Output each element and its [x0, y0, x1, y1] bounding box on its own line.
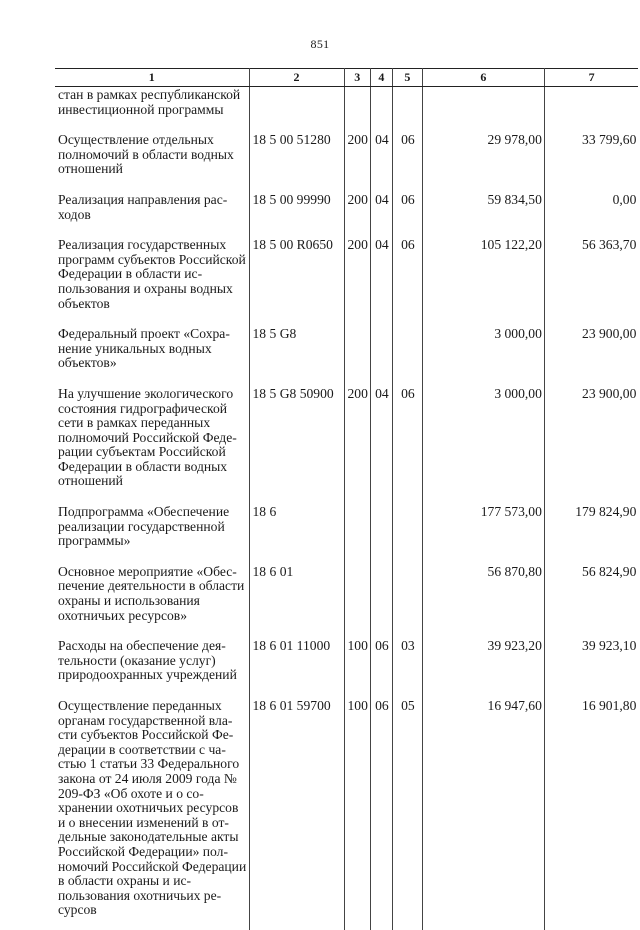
row-col5: 06	[392, 371, 422, 489]
row-value-col7: 0,00	[544, 177, 638, 222]
spacer-cell	[422, 918, 544, 930]
row-value-col6: 3 000,00	[422, 371, 544, 489]
row-value-col6: 39 923,20	[422, 623, 544, 683]
row-col5: 03	[392, 623, 422, 683]
row-value-col6: 177 573,00	[422, 489, 544, 549]
row-col3	[344, 311, 370, 371]
row-col4: 04	[370, 371, 392, 489]
row-value-col6: 105 122,20	[422, 222, 544, 311]
row-col3	[344, 489, 370, 549]
row-value-col7: 56 363,70	[544, 222, 638, 311]
row-value-col6: 29 978,00	[422, 117, 544, 177]
row-col5: 06	[392, 117, 422, 177]
row-col5: 06	[392, 222, 422, 311]
row-code: 18 6 01	[249, 549, 344, 623]
header-cell: 4	[370, 69, 392, 87]
header-cell: 5	[392, 69, 422, 87]
table-row	[55, 489, 638, 549]
header-cell: 7	[544, 69, 638, 87]
row-col3: 100	[344, 683, 370, 918]
budget-table	[55, 68, 638, 930]
row-value-col6: 3 000,00	[422, 311, 544, 371]
spacer-cell	[370, 918, 392, 930]
row-col4: 06	[370, 683, 392, 918]
row-name: Осуществление переданных органам государственной власти субъектов Российской Федерации в соответствии с частью 1 статьи 33 Федерального закона от 24 июля 2009 года № 209-ФЗ «Об охоте и о сохранении охотничьих ресурсов и о внесении изменений в отдельные законодательные акты Российской Федерации» полномочий Российской Федерации в области охраны и использования охотничьих ресурсов	[55, 683, 249, 918]
header-row	[55, 69, 638, 87]
row-value-col7: 179 824,90	[544, 489, 638, 549]
spacer-cell	[55, 918, 249, 930]
row-col5	[392, 311, 422, 371]
row-col5	[392, 549, 422, 623]
row-value-col7: 33 799,60	[544, 117, 638, 177]
row-value-col6: 59 834,50	[422, 177, 544, 222]
table-row	[55, 371, 638, 489]
row-col4	[370, 87, 392, 118]
row-col3: 200	[344, 177, 370, 222]
spacer-cell	[249, 918, 344, 930]
row-code: 18 6	[249, 489, 344, 549]
row-name: Основное мероприятие «Обеспечение деятельности в области охраны и использования охотничьих ресурсов»	[55, 549, 249, 623]
row-col3	[344, 87, 370, 118]
row-value-col6	[422, 87, 544, 118]
table-row	[55, 222, 638, 311]
row-col3: 200	[344, 222, 370, 311]
table-row	[55, 117, 638, 177]
row-value-col6: 16 947,60	[422, 683, 544, 918]
row-value-col7: 16 901,80	[544, 683, 638, 918]
row-code: 18 5 00 R0650	[249, 222, 344, 311]
row-code	[249, 87, 344, 118]
row-name: Осуществление отдельных полномочий в области водных отношений	[55, 117, 249, 177]
row-col3	[344, 549, 370, 623]
row-col5	[392, 87, 422, 118]
table-row	[55, 87, 638, 118]
row-code: 18 5 G8 50900	[249, 371, 344, 489]
page-number: 851	[310, 37, 330, 51]
row-col5: 05	[392, 683, 422, 918]
row-value-col6: 56 870,80	[422, 549, 544, 623]
row-name: Реализация государственных программ субъектов Российской Федерации в области использования и охраны водных объектов	[55, 222, 249, 311]
row-code: 18 5 00 99990	[249, 177, 344, 222]
table-row	[55, 177, 638, 222]
row-value-col7: 39 923,10	[544, 623, 638, 683]
table-row	[55, 311, 638, 371]
spacer-cell	[544, 918, 638, 930]
row-value-col7: 23 900,00	[544, 311, 638, 371]
row-col4	[370, 549, 392, 623]
header-cell: 2	[249, 69, 344, 87]
row-col3: 100	[344, 623, 370, 683]
row-code: 18 5 00 51280	[249, 117, 344, 177]
row-name: стан в рамках республиканской инвестиционной программы	[55, 87, 249, 118]
row-col4: 04	[370, 177, 392, 222]
row-col3: 200	[344, 117, 370, 177]
row-col4	[370, 311, 392, 371]
row-value-col7: 56 824,90	[544, 549, 638, 623]
table-row	[55, 623, 638, 683]
row-name: Федеральный проект «Сохранение уникальных водных объектов»	[55, 311, 249, 371]
row-col5: 06	[392, 177, 422, 222]
row-col4: 04	[370, 222, 392, 311]
row-value-col7: 23 900,00	[544, 371, 638, 489]
row-code: 18 6 01 59700	[249, 683, 344, 918]
row-name: Подпрограмма «Обеспечение реализации государственной программы»	[55, 489, 249, 549]
row-code: 18 6 01 11000	[249, 623, 344, 683]
row-col4: 06	[370, 623, 392, 683]
header-cell: 3	[344, 69, 370, 87]
row-col4	[370, 489, 392, 549]
row-name: Реализация направления расходов	[55, 177, 249, 222]
spacer-cell	[344, 918, 370, 930]
row-col5	[392, 489, 422, 549]
header-cell: 6	[422, 69, 544, 87]
row-col4: 04	[370, 117, 392, 177]
header-cell: 1	[55, 69, 249, 87]
row-col3: 200	[344, 371, 370, 489]
row-code: 18 5 G8	[249, 311, 344, 371]
table-bottom-spacer	[55, 918, 638, 930]
table-row	[55, 683, 638, 918]
row-name: На улучшение экологического состояния гидрографической сети в рамках переданных полномочий Российской Федерации субъектам Российской Федерации в области водных отношений	[55, 371, 249, 489]
table-row	[55, 549, 638, 623]
row-name: Расходы на обеспечение деятельности (оказание услуг) природоохранных учреждений	[55, 623, 249, 683]
row-value-col7	[544, 87, 638, 118]
spacer-cell	[392, 918, 422, 930]
